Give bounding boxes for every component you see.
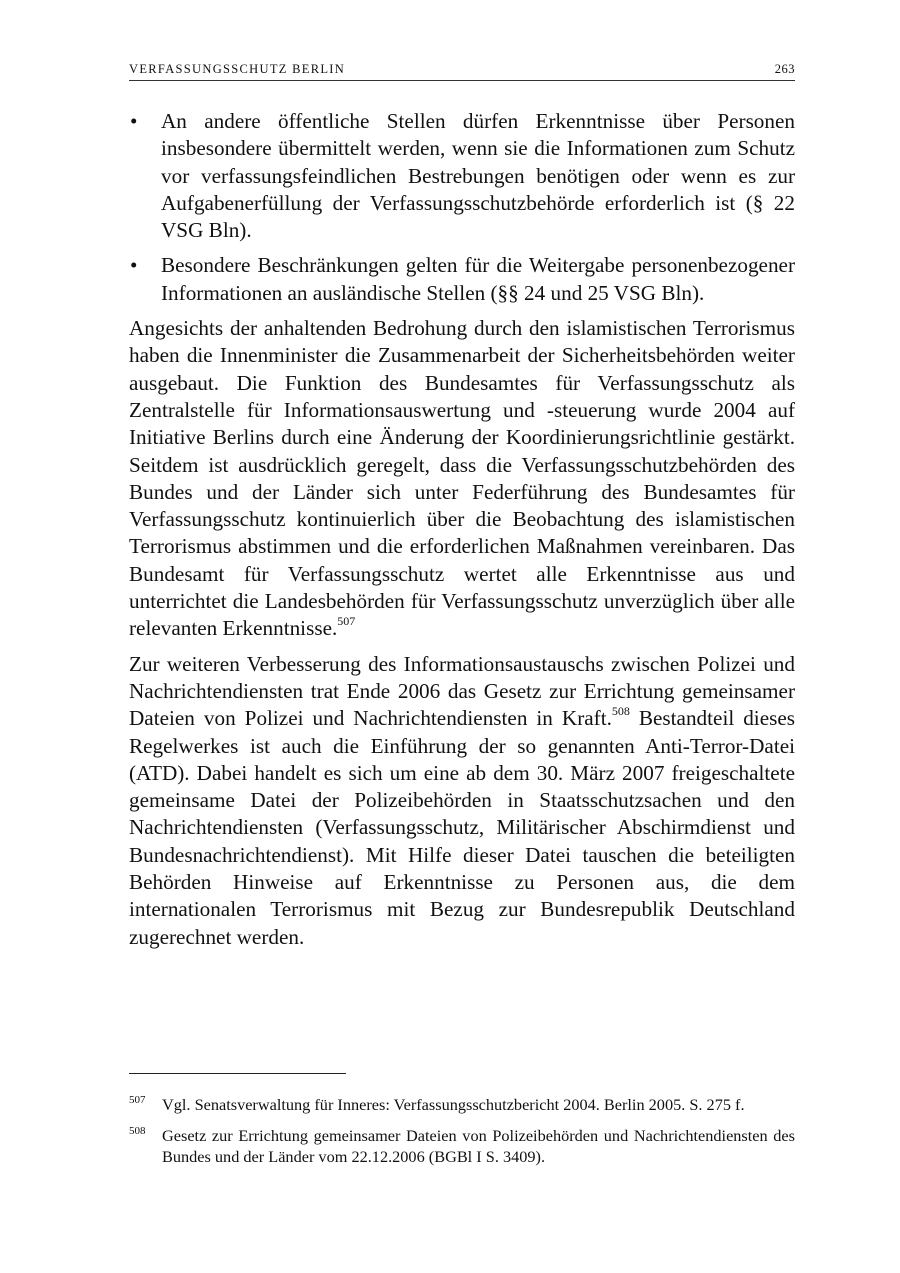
- bullet-icon: •: [130, 109, 138, 133]
- bullet-item: [129, 252, 795, 307]
- paragraph-text: Zur weiteren Verbesserung des Informationsaustauschs zwischen Polizei und Nachrichtendiensten trat Ende 2006 das Gesetz zur Errichtung gemeinsamer Dateien von Polizei und Nachrichtendiensten in Kraft.: [129, 651, 795, 731]
- paragraph-continuation: Bestandteil dieses Regelwerkes ist auch die Einführung der so genannten Anti-Terror-Datei (ATD). Dabei handelt es sich um eine ab dem 30. März 2007 freigeschaltete gemeinsame Datei der Polizeibehörden in Staatsschutzsachen und den Nachrichtendiensten (Verfassungsschutz, Militärischer Abschirmdienst und Bundesnachrichtendienst). Mit Hilfe dieser Datei tauschen die beteiligten Behörden Hinweise auf Erkenntnisse zu Personen aus, die dem internationalen Terrorismus mit Bezug zur Bundesrepublik Deutschland zugerechnet werden.: [129, 706, 795, 949]
- header-title: VERFASSUNGSSCHUTZ BERLIN: [129, 62, 346, 76]
- bullet-text: Besondere Beschränkungen gelten für die Weitergabe personenbezogener Informationen an ausländische Stellen (§§ 24 und 25 VSG Bln).: [161, 253, 795, 305]
- footnote-reference[interactable]: 507: [337, 614, 356, 629]
- paragraph: [129, 651, 795, 951]
- footnotes: [129, 1094, 795, 1177]
- bullet-text: An andere öffentliche Stellen dürfen Erkenntnisse über Personen insbesondere übermittelt werden, wenn sie die Informationen zum Schutz vor verfassungsfeindlichen Bestrebungen benötigen oder wenn es zur Aufgabenerfüllung der Verfassungsschutzbehörde erforderlich ist (§ 22 VSG Bln).: [161, 109, 795, 243]
- footnote-number: 508: [129, 1125, 146, 1137]
- paragraph-text: Angesichts der anhaltenden Bedrohung durch den islamistischen Terrorismus haben die Innenminister die Zusammenarbeit der Sicherheitsbehörden weiter ausgebaut. Die Funktion des Bundesamtes für Verfassungsschutz als Zentralstelle für Informationsauswertung und -steuerung wurde 2004 auf Initiative Berlins durch eine Änderung der Koordinierungsrichtlinie gestärkt. Seitdem ist ausdrücklich geregelt, dass die Verfassungsschutzbehörden des Bundes und der Länder sich unter Federführung des Bundesamtes für Verfassungsschutz kontinuierlich über die Beobachtung des islamistischen Terrorismus abstimmen und die erforderlichen Maßnahmen vereinbaren. Das Bundesamt für Verfassungsschutz wertet alle Erkenntnisse aus und unterrichtet die Landesbehörden für Verfassungsschutz unverzüglich über alle relevanten Erkenntnisse.: [129, 316, 795, 641]
- body-text: [129, 108, 795, 959]
- footnote: [129, 1094, 795, 1115]
- bullet-icon: •: [130, 253, 138, 278]
- footnote-text: Vgl. Senatsverwaltung für Inneres: Verfassungsschutzbericht 2004. Berlin 2005. S. 275 f.: [162, 1095, 745, 1114]
- footnote-divider: [129, 1073, 346, 1074]
- running-header: [129, 62, 795, 81]
- footnote-reference[interactable]: 508: [611, 704, 630, 719]
- bullet-item: [129, 108, 795, 244]
- footnote: [129, 1125, 795, 1167]
- page-number: 263: [774, 62, 795, 76]
- paragraph: [129, 315, 795, 643]
- footnote-number: 507: [129, 1094, 146, 1106]
- footnote-text: Gesetz zur Errichtung gemeinsamer Dateien von Polizeibehörden und Nachrichtendiensten des Bundes und der Länder vom 22.12.2006 (BGBl I S. 3409).: [162, 1126, 795, 1166]
